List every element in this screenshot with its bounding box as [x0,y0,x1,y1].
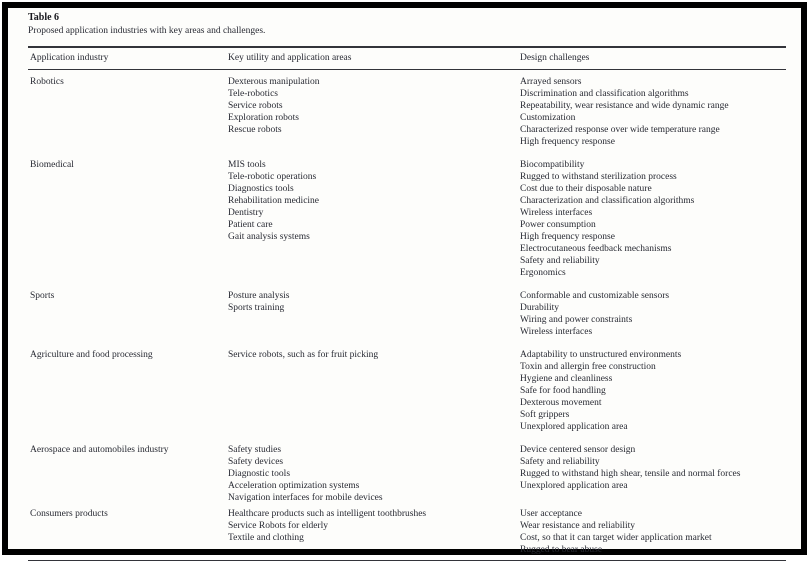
challenge-item: Power consumption [520,220,596,230]
paper-table-document [28,12,786,561]
challenge-item: Arrayed sensors [520,77,582,87]
challenge-item: Hygiene and cleanliness [520,374,613,384]
column-header-design-challenges: Design challenges [520,53,590,63]
challenge-item: Rugged to withstand sterilization process [520,172,677,182]
challenges-cell [520,159,786,279]
industry-cell [28,159,228,279]
table-title: Table 6 [28,12,60,23]
table-header-row [28,46,786,70]
utility-item: Safety studies [228,445,282,455]
industry-name: Agriculture and food processing [30,350,153,360]
industry-cell [28,290,228,338]
challenge-item: Electrocutaneous feedback mechanisms [520,244,672,254]
challenge-item: Wireless interfaces [520,327,593,337]
utility-item: Patient care [228,220,273,230]
table-body [28,70,786,561]
challenge-item: Customization [520,113,576,123]
table-row [28,76,786,148]
challenge-item: Unexplored application area [520,481,628,491]
industry-name: Consumers products [30,509,108,519]
challenge-item: Soft grippers [520,410,570,420]
challenge-item: Characterization and classification algorithms [520,196,695,206]
industry-name: Sports [30,291,55,301]
challenge-item: Cost, so that it can target wider application market [520,533,712,543]
utility-item: Sports training [228,303,285,313]
challenge-item: Unexplored application area [520,422,628,432]
utility-item: Dexterous manipulation [228,77,320,87]
utility-item: Rescue robots [228,125,282,135]
challenge-item: Adaptability to unstructured environments [520,350,682,360]
table-row [28,159,786,279]
utility-item: Service robots, such as for fruit picking [228,350,379,360]
challenge-item: Rugged to withstand high shear, tensile and normal forces [520,469,741,479]
utility-item: Rehabilitation medicine [228,196,320,206]
utility-item: Dentistry [228,208,264,218]
utility-item: Service Robots for elderly [228,521,328,531]
column-header-application-industry: Application industry [30,53,109,63]
challenge-item: Ergonomics [520,268,566,278]
industry-cell [28,444,228,504]
challenge-item: Toxin and allergin free construction [520,362,656,372]
utility-item: Diagnostics tools [228,184,294,194]
utility-item: Exploration robots [228,113,299,123]
utility-item: Healthcare products such as intelligent toothbrushes [228,509,427,519]
challenges-cell [520,444,786,504]
utility-item: MIS tools [228,160,266,170]
applications-table [28,46,786,561]
utility-item: Service robots [228,101,283,111]
challenge-item: Device centered sensor design [520,445,636,455]
utilities-cell [228,76,520,148]
challenge-item: High frequency response [520,137,615,147]
challenge-item: Discrimination and classification algorithms [520,89,689,99]
utilities-cell [228,290,520,338]
utilities-cell [228,508,520,556]
challenges-cell [520,349,786,433]
challenge-item: Durability [520,303,560,313]
column-header-key-utility: Key utility and application areas [228,53,352,63]
industry-name: Biomedical [30,160,74,170]
industry-cell [28,76,228,148]
table-row [28,508,786,556]
challenge-item: Dexterous movement [520,398,602,408]
utility-item: Textile and clothing [228,533,304,543]
challenge-item: Biocompatibility [520,160,585,170]
scan-frame [2,2,807,555]
table-row [28,349,786,433]
challenge-item: Safety and reliability [520,256,600,266]
utility-item: Gait analysis systems [228,232,310,242]
challenge-item: Cost due to their disposable nature [520,184,652,194]
utility-item: Posture analysis [228,291,290,301]
challenge-item: Safety and reliability [520,457,600,467]
challenge-item: Wiring and power constraints [520,315,633,325]
utilities-cell [228,159,520,279]
table-row [28,290,786,338]
industry-cell [28,349,228,433]
challenge-item: Repeatability, wear resistance and wide dynamic range [520,101,729,111]
challenge-item: High frequency response [520,232,615,242]
challenges-cell [520,290,786,338]
utility-item: Navigation interfaces for mobile devices [228,493,383,503]
challenge-item: Characterized response over wide temperature range [520,125,720,135]
utility-item: Acceleration optimization systems [228,481,360,491]
table-caption: Proposed application industries with key areas and challenges. [28,26,266,36]
challenge-item: Conformable and customizable sensors [520,291,670,301]
table-row [28,444,786,504]
industry-cell [28,508,228,556]
utilities-cell [228,349,520,433]
challenges-cell [520,508,786,556]
challenge-item: User acceptance [520,509,582,519]
challenge-item: Wireless interfaces [520,208,593,218]
utility-item: Safety devices [228,457,284,467]
industry-name: Robotics [30,77,64,87]
challenge-item: Wear resistance and reliability [520,521,636,531]
utilities-cell [228,444,520,504]
challenges-cell [520,76,786,148]
utility-item: Diagnostic tools [228,469,291,479]
utility-item: Tele-robotic operations [228,172,317,182]
challenge-item: Rugged to bear abuse [520,545,603,555]
industry-name: Aerospace and automobiles industry [30,445,169,455]
utility-item: Tele-robotics [228,89,278,99]
challenge-item: Safe for food handling [520,386,606,396]
